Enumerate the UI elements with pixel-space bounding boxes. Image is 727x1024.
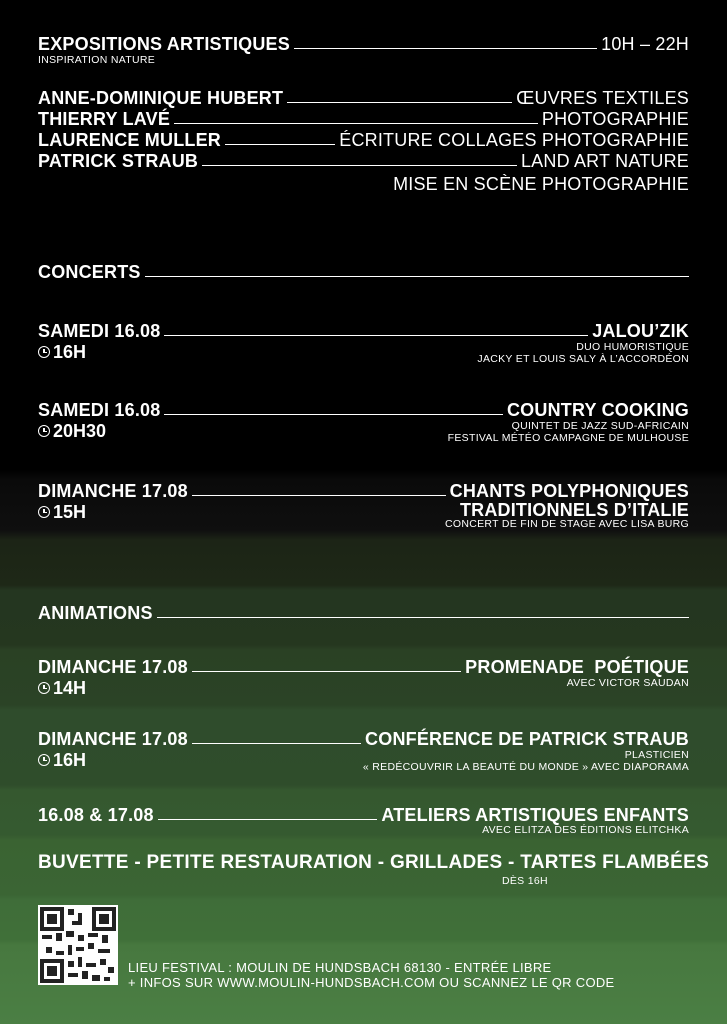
event-detail: PLASTICIEN — [624, 749, 689, 761]
event-time-text: 20H30 — [53, 421, 107, 441]
event-time-text: 16H — [53, 342, 87, 362]
divider — [202, 165, 517, 166]
event-detail: AVEC ELITZA DES ÉDITIONS ELITCHKA — [482, 824, 689, 836]
artist-name: ANNE-DOMINIQUE HUBERT — [38, 88, 284, 108]
event-name: ATELIERS ARTISTIQUES ENFANTS — [381, 805, 689, 825]
event-name: JALOU’ZIK — [592, 321, 689, 341]
qr-code[interactable] — [38, 905, 118, 985]
artist-row — [38, 109, 689, 129]
divider — [174, 123, 538, 124]
divider — [225, 144, 335, 145]
divider — [192, 495, 446, 496]
event-detail: AVEC VICTOR SAUDAN — [566, 677, 689, 689]
event-time — [38, 421, 106, 441]
divider — [164, 414, 503, 415]
event-detail: « REDÉCOUVRIR LA BEAUTÉ DU MONDE » AVEC DIAPORAMA — [362, 761, 689, 773]
event-detail: CONCERT DE FIN DE STAGE AVEC LISA BURG — [444, 518, 689, 530]
divider — [287, 102, 512, 103]
event-date: DIMANCHE 17.08 — [38, 657, 188, 677]
event-time — [38, 342, 86, 362]
qr-finder — [92, 907, 116, 931]
clock-icon — [38, 425, 50, 437]
event-time — [38, 678, 86, 698]
buvette-note: DÈS 16H — [502, 875, 548, 887]
event-name: COUNTRY COOKING — [506, 400, 689, 420]
buvette-title: BUVETTE - PETITE RESTAURATION - GRILLADES - TARTES FLAMBÉES — [38, 852, 710, 873]
event-date: 16.08 & 17.08 — [38, 805, 154, 825]
animations-header — [38, 603, 689, 623]
artist-work: LAND ART NATURE — [520, 151, 689, 171]
section-title: ANIMATIONS — [38, 603, 153, 623]
clock-icon — [38, 346, 50, 358]
event-row — [38, 481, 689, 501]
artist-row — [38, 130, 689, 150]
footer-info[interactable]: + INFOS SUR WWW.MOULIN-HUNDSBACH.COM OU SCANNEZ LE QR CODE — [128, 975, 615, 990]
section-title: CONCERTS — [38, 262, 141, 282]
artist-name: LAURENCE MULLER — [38, 130, 221, 150]
divider — [294, 48, 597, 49]
event-time-text: 16H — [53, 750, 87, 770]
concerts-header — [38, 262, 689, 282]
artist-work: PHOTOGRAPHIE — [541, 109, 689, 129]
artist-name: THIERRY LAVÉ — [38, 109, 171, 129]
event-detail: DUO HUMORISTIQUE — [576, 341, 689, 353]
event-date: DIMANCHE 17.08 — [38, 481, 188, 501]
artist-work: ŒUVRES TEXTILES — [516, 88, 689, 108]
event-row — [38, 805, 689, 825]
expo-header — [38, 34, 689, 54]
event-row — [38, 400, 689, 420]
event-detail: JACKY ET LOUIS SALY À L’ACCORDÉON — [477, 353, 689, 365]
expo-subtitle: INSPIRATION NATURE — [38, 54, 156, 66]
event-date: SAMEDI 16.08 — [38, 400, 161, 420]
expo-title: EXPOSITIONS ARTISTIQUES — [38, 34, 290, 54]
artist-name: PATRICK STRAUB — [38, 151, 199, 171]
divider — [157, 617, 689, 618]
event-date: SAMEDI 16.08 — [38, 321, 161, 341]
divider — [145, 276, 689, 277]
event-name: CHANTS POLYPHONIQUES — [449, 481, 689, 501]
event-row — [38, 729, 689, 749]
event-row — [38, 657, 689, 677]
qr-finder — [40, 959, 64, 983]
divider — [192, 743, 361, 744]
divider — [158, 819, 378, 820]
clock-icon — [38, 506, 50, 518]
event-time — [38, 750, 86, 770]
event-time — [38, 502, 86, 522]
artist-row — [38, 151, 689, 171]
clock-icon — [38, 682, 50, 694]
event-time-text: 15H — [53, 502, 87, 522]
footer-location: LIEU FESTIVAL : MOULIN DE HUNDSBACH 68130 - ENTRÉE LIBRE — [128, 960, 552, 975]
artist-row — [38, 88, 689, 108]
event-name: PROMENADE POÉTIQUE — [465, 657, 689, 677]
qr-finder — [40, 907, 64, 931]
event-date: DIMANCHE 17.08 — [38, 729, 188, 749]
event-time-text: 14H — [53, 678, 87, 698]
divider — [192, 671, 461, 672]
event-detail: QUINTET DE JAZZ SUD-AFRICAIN — [511, 420, 689, 432]
divider — [164, 335, 588, 336]
artist-work-extra: MISE EN SCÈNE PHOTOGRAPHIE — [393, 174, 689, 194]
event-detail: FESTIVAL MÉTÉO CAMPAGNE DE MULHOUSE — [447, 432, 689, 444]
clock-icon — [38, 754, 50, 766]
event-name: CONFÉRENCE DE PATRICK STRAUB — [365, 729, 689, 749]
event-name-line2: TRADITIONNELS D’ITALIE — [459, 500, 689, 520]
expo-hours: 10H – 22H — [601, 34, 689, 54]
event-row — [38, 321, 689, 341]
artist-work: ÉCRITURE COLLAGES PHOTOGRAPHIE — [339, 130, 689, 150]
